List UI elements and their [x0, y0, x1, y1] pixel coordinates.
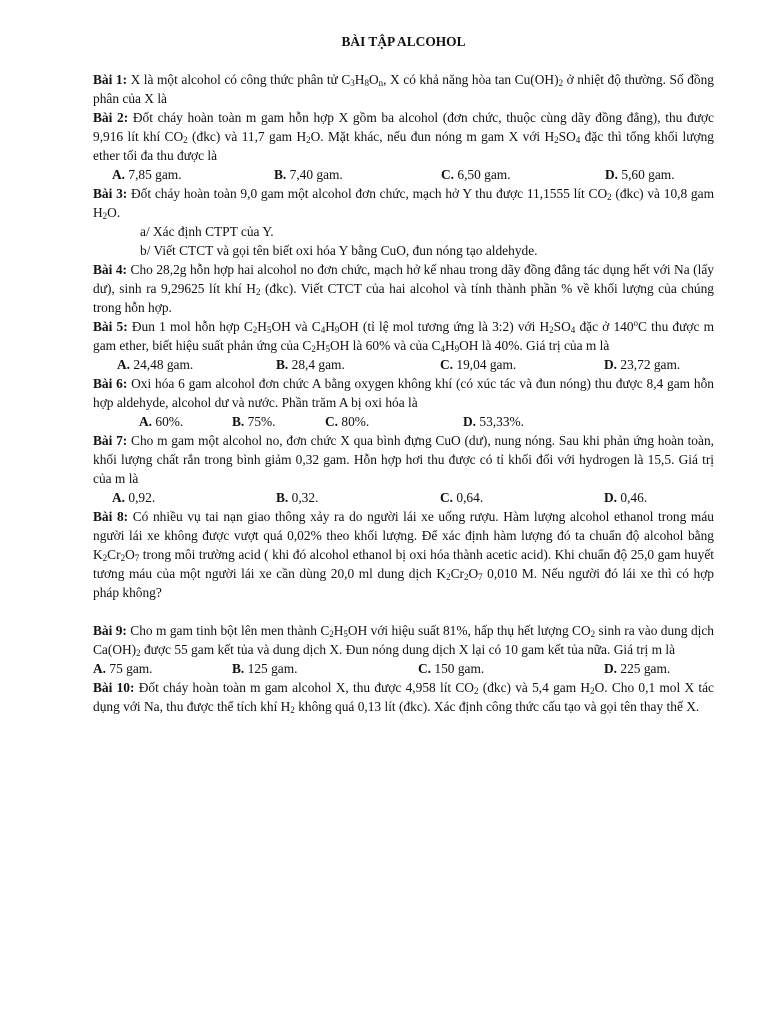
exercise-label: Bài 9:	[93, 623, 127, 638]
option-a: A. 75 gam.	[93, 661, 153, 676]
exercise-9: Bài 9: Cho m gam tinh bột lên men thành $C_2H_5OH$ với hiệu suất 81%, hấp thụ hết lượng $CO_2$ sinh ra vào dung dịch $Ca(OH)_2$ được 55 gam kết tủa và dung dịch X. Đun nóng dung dịch X lại có 10 gam kết tủa nữa. Giá trị m là	[93, 623, 715, 658]
answer-options	[93, 659, 714, 678]
blank-line	[93, 602, 714, 621]
exercise-label: Bài 4:	[93, 262, 128, 277]
exercise-6: Bài 6: Oxi hóa 6 gam alcohol đơn chức A bằng oxygen không khí (có xúc tác và đun nóng) thu được 8,4 gam hỗn hợp aldehyde, alcohol dư và nước. Phần trăm A bị oxi hóa là	[93, 376, 714, 410]
answer-options	[93, 355, 714, 374]
option-a: A. 60%.	[139, 414, 184, 429]
option-d: D. 5,60 gam.	[605, 167, 675, 182]
exercise-label: Bài 7:	[93, 433, 128, 448]
option-d: D. 225 gam.	[604, 661, 671, 676]
option-c: C. 0,64.	[440, 490, 484, 505]
exercise-label: Bài 1:	[93, 72, 128, 87]
option-c: C. 19,04 gam.	[440, 357, 517, 372]
exercise-3: Bài 3: Đốt cháy hoàn toàn 9,0 gam một alcohol đơn chức, mạch hở Y thu được 11,1555 lít $CO_2$ (đkc) và 10,8 gam $H_2O$.	[93, 186, 714, 221]
option-d: D. 23,72 gam.	[604, 357, 681, 372]
exercise-label: Bài 10:	[93, 680, 135, 695]
exercise-label: Bài 2:	[93, 110, 129, 125]
exercise-7: Bài 7: Cho m gam một alcohol no, đơn chức X qua bình đựng CuO (dư), nung nóng. Sau khi phản ứng hoàn toàn, khối lượng chất rắn trong bình giảm 0,32 gam. Hỗn hợp hơi thu được có tỉ khối đối với hydrogen là 15,5. Giá trị của m là	[93, 433, 714, 486]
exercise-list	[93, 70, 714, 716]
option-a: A. 24,48 gam.	[117, 357, 194, 372]
option-b: B. 125 gam.	[232, 661, 298, 676]
exercise-3-part-b: b/ Viết CTCT và gọi tên biết oxi hóa Y bằng CuO, đun nóng tạo aldehyde.	[140, 243, 538, 258]
option-a: A. 0,92.	[112, 490, 156, 505]
option-c: C. 150 gam.	[418, 661, 485, 676]
option-b: B. 0,32.	[276, 490, 319, 505]
exercise-label: Bài 8:	[93, 509, 129, 524]
option-b: B. 28,4 gam.	[276, 357, 345, 372]
exercise-2: Bài 2: Đốt cháy hoàn toàn m gam hỗn hợp X gồm ba alcohol (đơn chức, thuộc cùng dãy đồng đẳng), thu được 9,916 lít khí $CO_2$ (đkc) và 11,7 gam $H_2O$. Mặt khác, nếu đun nóng m gam X với $H_2SO_4$ đặc thì tổng khối lượng ether tối đa thu được là	[93, 110, 714, 163]
option-b: B. 75%.	[232, 414, 276, 429]
answer-options	[93, 412, 714, 431]
exercise-label: Bài 3:	[93, 186, 128, 201]
exercise-5: Bài 5: Đun 1 mol hỗn hợp $C_2H_5OH$ và $C_4H_9OH$ (tỉ lệ mol tương ứng là 3:2) với $H_2SO_4$ đặc ở 140$^o$C thu được m gam ether, biết hiệu suất phản ứng của $C_2H_5OH$ là 60% và của $C_4H_9OH$ là 40%. Giá trị của m là	[93, 318, 714, 354]
answer-options	[93, 165, 714, 184]
option-c: C. 80%.	[325, 414, 370, 429]
option-a: A. 7,85 gam.	[112, 167, 182, 182]
option-c: C. 6,50 gam.	[441, 167, 511, 182]
document-title: BÀI TẬP ALCOHOL	[341, 34, 466, 49]
option-d: D. 0,46.	[604, 490, 648, 505]
exercise-label: Bài 5:	[93, 319, 128, 334]
exercise-4: Bài 4: Cho 28,2g hỗn hợp hai alcohol no đơn chức, mạch hở kế nhau trong dãy đồng đẳng tác dụng hết với Na (lấy dư), sinh ra 9,29625 lít khí $H_2$ (đkc). Viết CTCT của hai alcohol và tính thành phần % về khối lượng của chúng trong hỗn hợp.	[93, 262, 714, 315]
exercise-1: Bài 1: X là một alcohol có công thức phân tử $C_3H_8O_n$, X có khả năng hòa $\tan Cu(OH)_2$ ở nhiệt độ thường. Số đồng phân của X là	[93, 72, 714, 106]
exercise-label: Bài 6:	[93, 376, 128, 391]
answer-options	[93, 488, 714, 507]
option-d: D. 53,33%.	[463, 414, 525, 429]
exercise-3-part-a: a/ Xác định CTPT của Y.	[140, 224, 274, 239]
option-b: B. 7,40 gam.	[274, 167, 343, 182]
exercise-8: Bài 8: Có nhiều vụ tai nạn giao thông xảy ra do người lái xe uống rượu. Hàm lượng alcohol ethanol trong máu người lái xe không được vượt quá 0,02% theo khối lượng. Để xác định hàm lượng đó ta chuẩn độ alcohol bằng $K_2Cr_2O_7$ trong môi trường acid ( khi đó alcohol ethanol bị oxi hóa thành acetic acid). Khi chuẩn độ 25,0 gam huyết tương máu của một người lái xe cần dùng 20,0 ml dung dịch $K_2Cr_2O_7$ 0,010 M. Nếu người đó lái xe thì có hợp pháp không?	[93, 509, 714, 600]
exercise-10: Bài 10: Đốt cháy hoàn toàn m gam alcohol X, thu được 4,958 lít $CO_2$ (đkc) và 5,4 gam $H_2O$. Cho 0,1 mol X tác dụng với Na, thu được thể tích khí $H_2$ không quá 0,13 lít (đkc). Xác định công thức cấu tạo và gọi tên thay thế X.	[93, 680, 714, 715]
